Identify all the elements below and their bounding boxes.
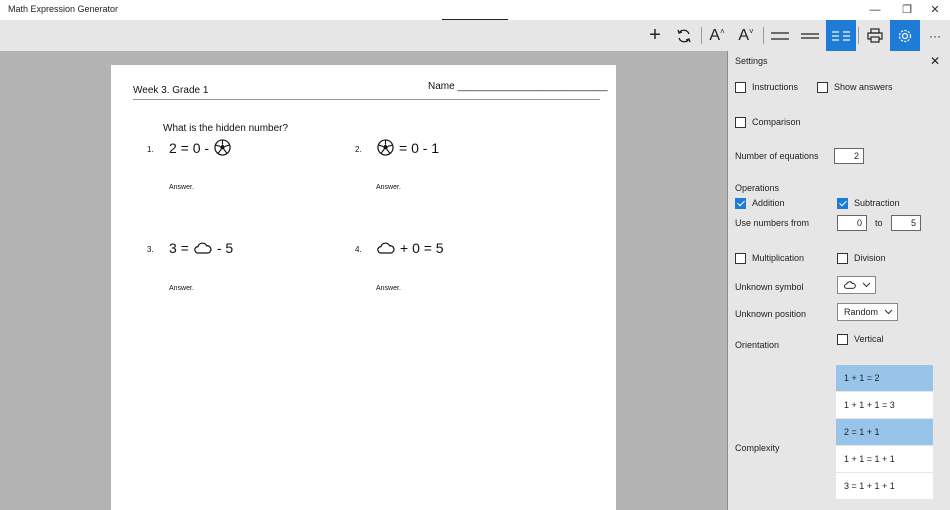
instructions-checkbox[interactable] xyxy=(735,82,746,93)
show-answers-checkbox[interactable] xyxy=(817,82,828,93)
cloud-icon xyxy=(844,281,856,289)
vertical-checkbox[interactable] xyxy=(837,334,848,345)
numbers-from-input[interactable]: 0 xyxy=(837,215,867,231)
problem-number: 1. xyxy=(147,145,154,154)
refresh-button[interactable] xyxy=(669,20,699,51)
division-checkbox[interactable] xyxy=(837,253,848,264)
operations-label: Operations xyxy=(735,183,780,193)
complexity-option[interactable]: 1 + 1 = 2 xyxy=(836,365,933,391)
caret-down-icon: ˅ xyxy=(749,27,754,36)
double-line-icon xyxy=(801,31,819,41)
font-decrease-icon: A xyxy=(738,26,749,44)
orientation-label: Orientation xyxy=(735,340,780,350)
number-of-equations-label: Number of equations xyxy=(735,151,819,161)
header-divider xyxy=(133,99,600,100)
complexity-option[interactable]: 1 + 1 + 1 = 3 xyxy=(836,392,933,418)
problem-expression xyxy=(377,240,444,256)
toolbar xyxy=(0,20,950,51)
problem-number: 3. xyxy=(147,245,154,254)
unknown-position-value: Random xyxy=(844,307,879,317)
to-label: to xyxy=(875,218,883,228)
gear-icon xyxy=(897,28,913,44)
expression-left: 3 = xyxy=(169,240,189,256)
comparison-checkbox[interactable] xyxy=(735,117,746,128)
use-numbers-from-label: Use numbers from xyxy=(735,218,810,228)
division-label: Division xyxy=(854,253,886,263)
show-answers-label: Show answers xyxy=(834,82,893,92)
font-increase-icon: A xyxy=(709,26,720,44)
title-bar xyxy=(0,0,950,20)
complexity-option[interactable]: 3 = 1 + 1 + 1 xyxy=(836,473,933,499)
numbers-to-input[interactable]: 5 xyxy=(891,215,921,231)
settings-button[interactable] xyxy=(890,20,920,51)
close-settings-button[interactable]: ✕ xyxy=(930,54,941,68)
addition-label: Addition xyxy=(752,198,785,208)
expression-right: = 0 - 1 xyxy=(399,139,440,156)
worksheet-header: Week 3. Grade 1 xyxy=(133,85,209,96)
problem-expression xyxy=(169,139,231,156)
settings-panel xyxy=(727,51,950,510)
multiplication-checkbox[interactable] xyxy=(735,253,746,264)
unknown-position-dropdown[interactable] xyxy=(837,303,898,321)
single-spacing-button[interactable] xyxy=(765,20,795,51)
window-title: Math Expression Generator xyxy=(8,4,119,14)
instructions-label: Instructions xyxy=(752,82,799,92)
problem-number: 4. xyxy=(355,245,362,254)
cloud-icon xyxy=(377,242,395,254)
cloud-icon xyxy=(194,242,212,254)
complexity-option[interactable]: 2 = 1 + 1 xyxy=(836,419,933,445)
comparison-label: Comparison xyxy=(752,117,801,127)
addition-checkbox[interactable] xyxy=(735,198,746,209)
number-of-equations-input[interactable]: 2 xyxy=(834,148,864,164)
answer-label: Answer. xyxy=(169,184,194,191)
instruction-text: What is the hidden number? xyxy=(163,123,289,134)
columns-layout-button[interactable] xyxy=(826,20,856,51)
font-decrease-button[interactable] xyxy=(731,20,761,51)
chevron-down-icon xyxy=(884,309,893,315)
problem-expression xyxy=(169,240,233,256)
font-increase-button[interactable] xyxy=(702,20,732,51)
complexity-option[interactable]: 1 + 1 = 1 + 1 xyxy=(836,446,933,472)
minimize-button[interactable]: — xyxy=(869,4,881,16)
close-button[interactable]: ✕ xyxy=(930,4,940,16)
line-spacing-icon xyxy=(771,31,789,41)
complexity-label: Complexity xyxy=(735,443,780,453)
printer-icon xyxy=(867,28,883,43)
expression-right: + 0 = 5 xyxy=(400,240,444,256)
subtraction-checkbox[interactable] xyxy=(837,198,848,209)
double-spacing-button[interactable] xyxy=(795,20,825,51)
restore-button[interactable]: ❐ xyxy=(902,4,912,16)
columns-icon xyxy=(832,30,850,42)
worksheet-page xyxy=(111,65,616,510)
add-button[interactable]: + xyxy=(649,24,661,46)
chevron-down-icon xyxy=(862,282,871,288)
answer-label: Answer. xyxy=(376,285,401,292)
soccer-ball-icon xyxy=(377,139,394,156)
unknown-symbol-dropdown[interactable] xyxy=(837,276,876,294)
print-button[interactable] xyxy=(860,20,890,51)
unknown-position-label: Unknown position xyxy=(735,309,807,319)
answer-label: Answer. xyxy=(376,184,401,191)
refresh-icon xyxy=(676,28,692,44)
expression-right: - 5 xyxy=(216,240,234,256)
expression-left: 2 = 0 - xyxy=(169,139,210,156)
more-button[interactable]: ··· xyxy=(929,28,941,43)
multiplication-label: Multiplication xyxy=(752,253,805,263)
vertical-label: Vertical xyxy=(854,334,884,344)
subtraction-label: Subtraction xyxy=(854,198,900,208)
settings-title: Settings xyxy=(735,56,768,66)
unknown-symbol-label: Unknown symbol xyxy=(735,282,804,292)
name-field: Name ___________________________ xyxy=(428,81,608,92)
soccer-ball-icon xyxy=(214,139,231,156)
problem-number: 2. xyxy=(355,145,362,154)
caret-up-icon: ˄ xyxy=(720,27,725,36)
toolbar-separator xyxy=(858,27,859,44)
answer-label: Answer. xyxy=(169,285,194,292)
problem-expression xyxy=(377,139,439,156)
toolbar-separator xyxy=(763,27,764,44)
